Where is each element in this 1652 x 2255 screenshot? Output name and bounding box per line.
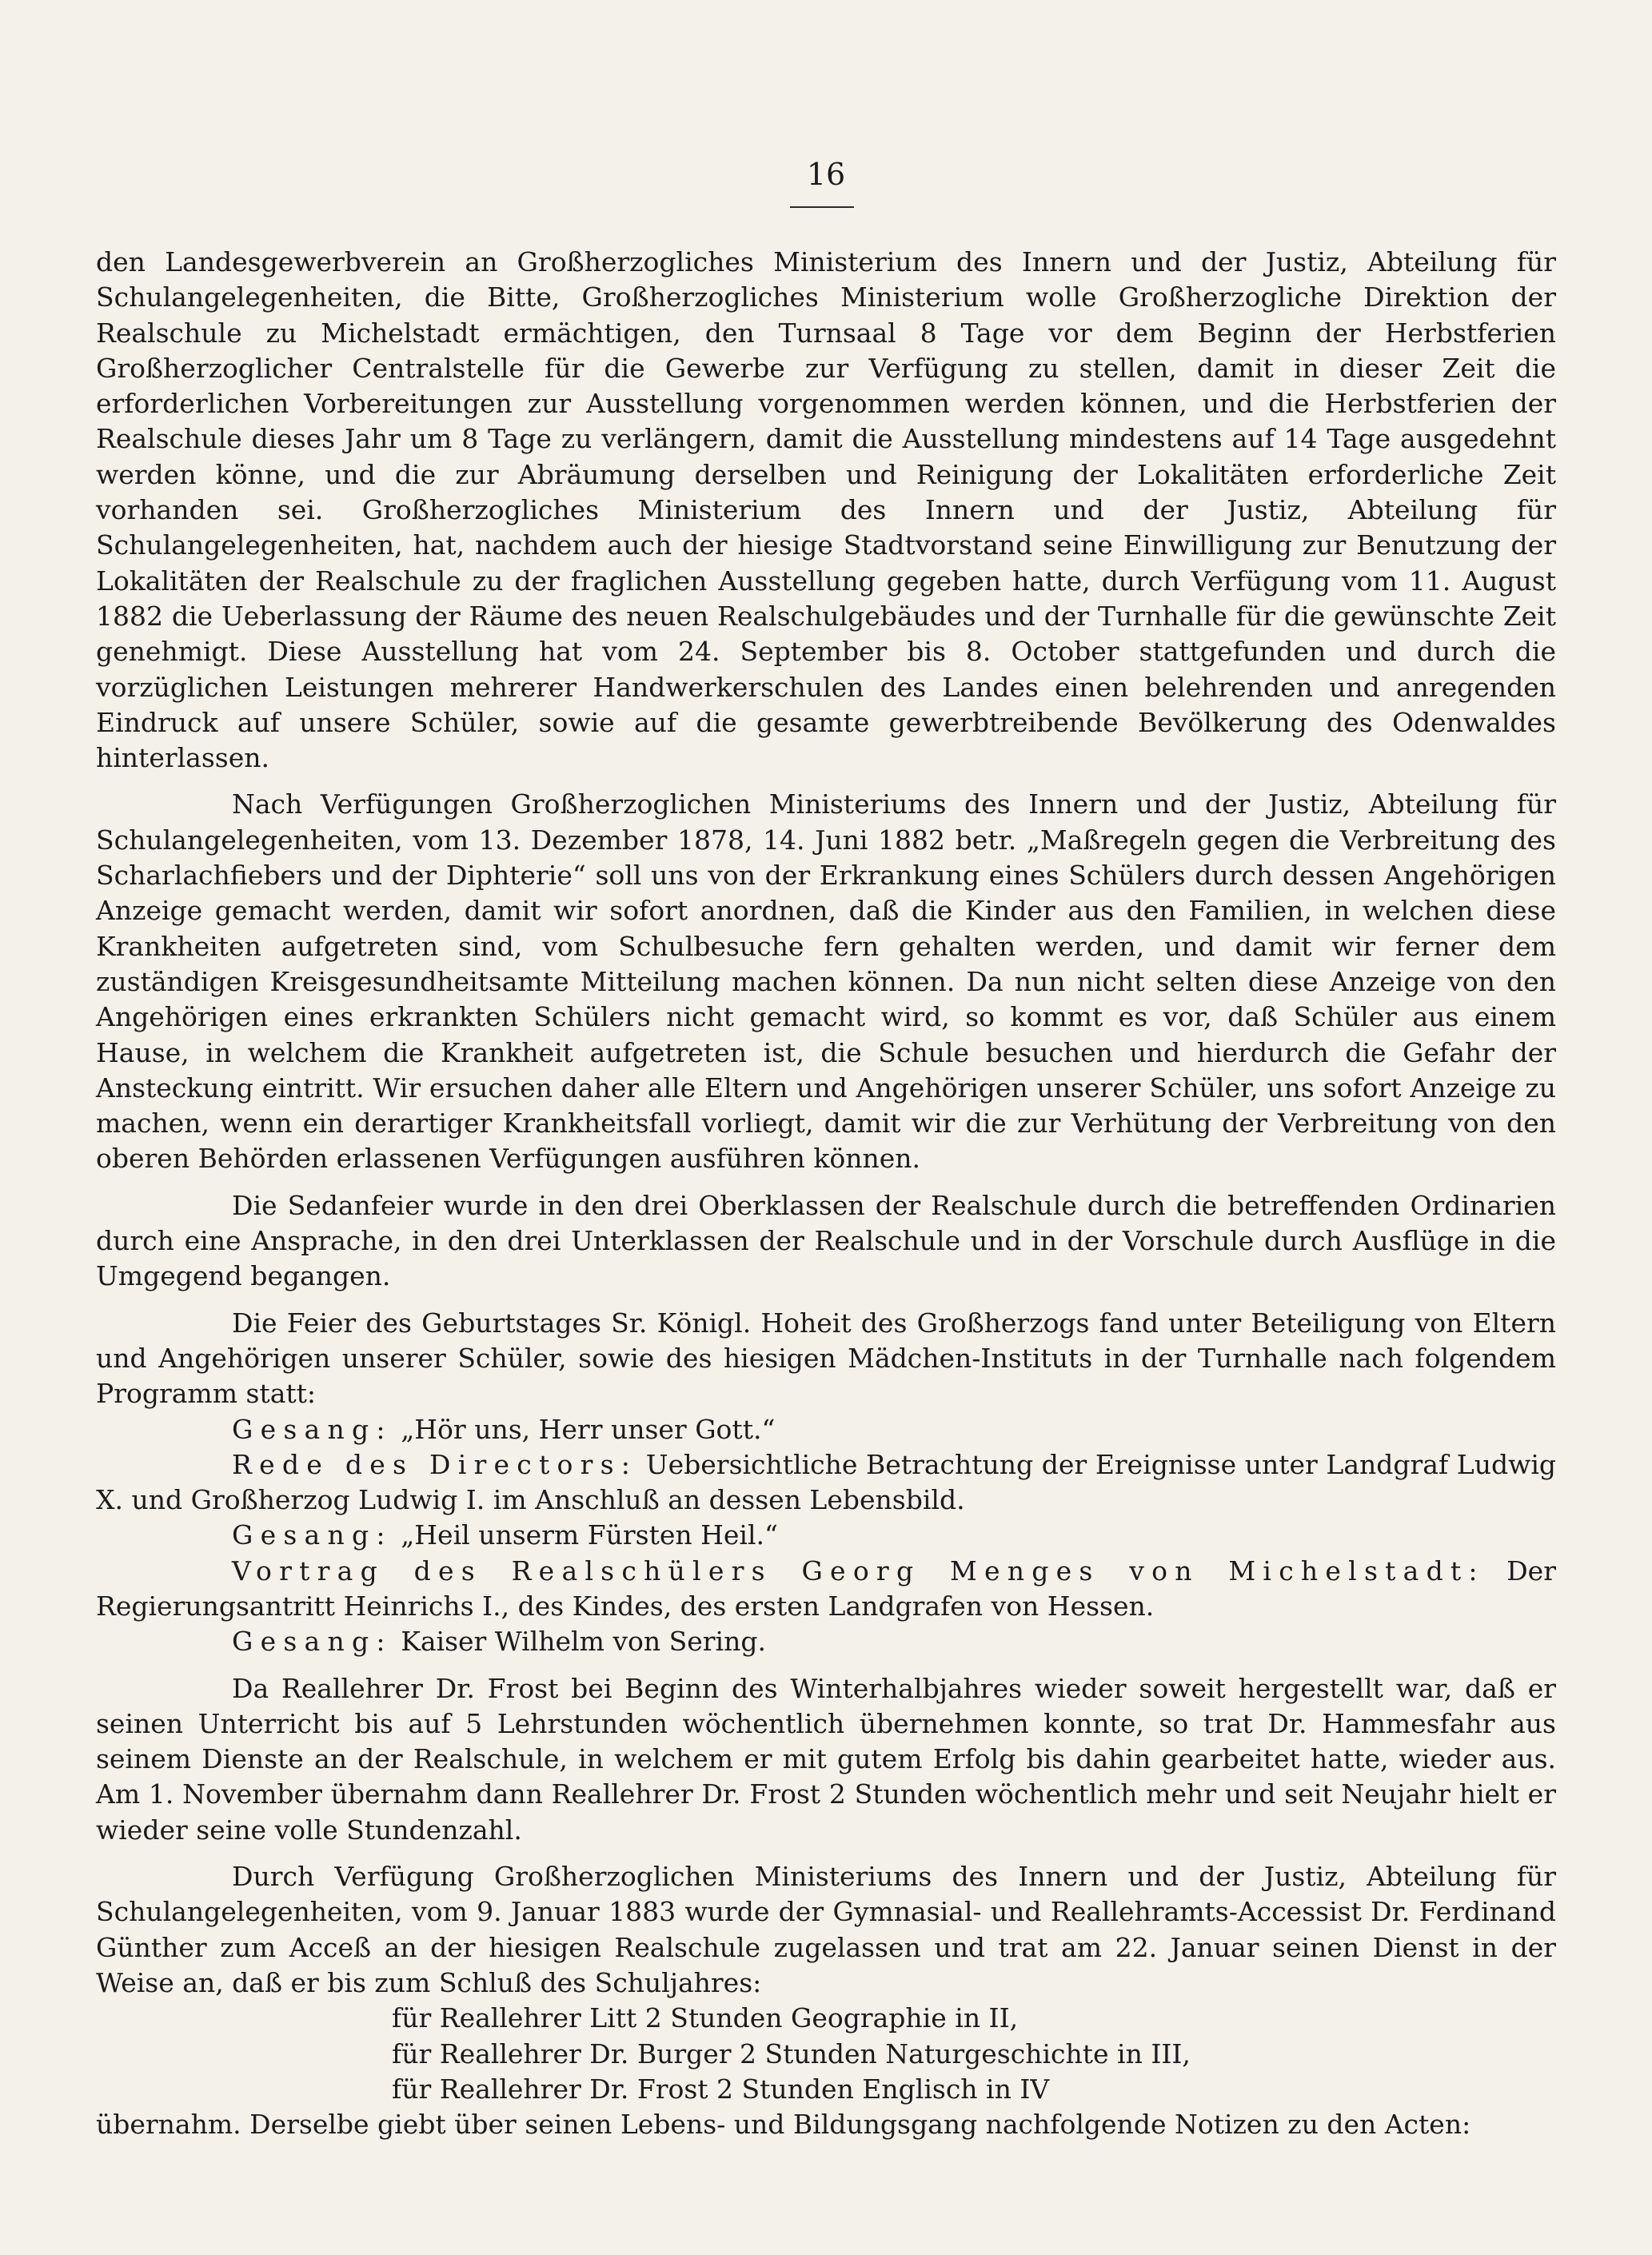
paragraph-dr-frost: Da Reallehrer Dr. Frost bei Beginn des Winterhalbjahres wieder soweit hergestellt war, daß er seinen Unterricht bis auf 5 Lehrstunden wöchentlich übernehmen konnte, so trat Dr. Hammesfahr aus seinem Dienste an der Realschule, in welchem er mit gutem Erfolg bis dahin gearbeitet hatte, wieder aus. Am 1. November übernahm dann Reallehrer Dr. Frost 2 Stunden wöchentlich mehr und seit Neujahr hielt er wieder seine volle Stundenzahl. xyxy=(96,1672,1556,1846)
program-item-label: Gesang: xyxy=(232,1413,393,1445)
program-item xyxy=(96,1447,1556,1519)
program-item xyxy=(96,1624,1556,1659)
program-item-label: Gesang: xyxy=(232,1626,393,1658)
paragraph-sedan-celebration: Die Sedanfeier wurde in den drei Oberklassen der Realschule durch die betreffenden Ordinarien durch eine Ansprache, in den drei Unterklassen der Realschule und in der Vorschule durch Ausflüge in die Umgegend begangen. xyxy=(96,1189,1556,1292)
page-number: 16 xyxy=(806,157,846,192)
assignment-item: für Reallehrer Dr. Frost 2 Stunden Englisch in IV xyxy=(392,2073,1050,2105)
program-item-label: Gesang: xyxy=(232,1519,393,1551)
program-item-text: Uebersichtliche Betrachtung der Ereignisse unter Landgraf Ludwig X. und Großherzog Ludwig I. im Anschluß an dessen Lebensbild. xyxy=(96,1448,1556,1516)
program-item xyxy=(96,1412,1556,1447)
assignment-item: für Reallehrer Litt 2 Stunden Geographie in II, xyxy=(392,2002,1019,2034)
paragraph-birthday-celebration: Die Feier des Geburtstages Sr. Königl. Hoheit des Großherzogs fand unter Beteiligung von Eltern und Angehörigen unserer Schüler, sowie des hiesigen Mädchen-Instituts in der Turnhalle nach folgendem Programm statt: xyxy=(96,1307,1556,1410)
program-item xyxy=(96,1518,1556,1553)
page-number-rule xyxy=(790,206,854,208)
paragraph-scarlet-fever: Nach Verfügungen Großherzoglichen Ministeriums des Innern und der Justiz, Abteilung für Schulangelegenheiten, vom 13. Dezember 1878, 14. Juni 1882 betr. „Maßregeln gegen die Verbreitung des Scharlachfiebers und der Diphterie“ soll uns von der Erkrankung eines Schülers durch dessen Angehörigen Anzeige gemacht werden, damit wir sofort anordnen, daß die Kinder aus den Familien, in welchen diese Krankheiten aufgetreten sind, vom Schulbesuche fern gehalten werden, und damit wir ferner dem zuständigen Kreisgesundheitsamte Mitteilung machen können. Da nun nicht selten diese Anzeige von den Angehörigen eines erkrankten Schülers nicht gemacht wird, so kommt es vor, daß Schüler aus einem Hause, in welchem die Krankheit aufgetreten ist, die Schule besuchen und hierdurch die Gefahr der Ansteckung eintritt. Wir ersuchen daher alle Eltern und Angehörigen unserer Schüler, uns sofort Anzeige zu machen, wenn ein derartiger Krankheitsfall vorliegt, damit wir die zur Verhütung der Verbreitung von den oberen Behörden erlassenen Verfügungen ausführen können. xyxy=(96,788,1556,1175)
program-item-text: „Hör uns, Herr unser Gott.“ xyxy=(401,1413,776,1445)
program-item-label: Rede des Directors: xyxy=(232,1448,638,1480)
program-item-text: „Heil unserm Fürsten Heil.“ xyxy=(401,1519,778,1551)
paragraph-dr-guenther: Durch Verfügung Großherzoglichen Ministeriums des Innern und der Justiz, Abteilung für Schulangelegenheiten, vom 9. Januar 1883 wurde der Gymnasial- und Reallehramts-Accessist Dr. Ferdinand Günther zum Acceß an der hiesigen Realschule zugelassen und trat am 22. Januar seinen Dienst in der Weise an, daß er bis zum Schluß des Schuljahres: xyxy=(96,1861,1556,1998)
program-item xyxy=(96,1554,1556,1625)
program-item-label: Vortrag des Realschülers Georg Menges von Michelstadt: xyxy=(232,1555,1485,1586)
paragraph-exhibition: den Landesgewerbverein an Großherzogliches Ministerium des Innern und der Justiz, Abteilung für Schulangelegenheiten, die Bitte, Großherzogliches Ministerium wolle Großherzogliche Direktion der Realschule zu Michelstadt ermächtigen, den Turnsaal 8 Tage vor dem Beginn der Herbstferien Großherzoglicher Centralstelle für die Gewerbe zur Verfügung zu stellen, damit in dieser Zeit die erforderlichen Vorbereitungen zur Ausstellung vorgenommen werden können, und die Herbstferien der Realschule dieses Jahr um 8 Tage zu verlängern, damit die Ausstellung mindestens auf 14 Tage ausgedehnt werden könne, und die zur Abräumung derselben und Reinigung der Lokalitäten erforderliche Zeit vorhanden sei. Großherzogliches Ministerium des Innern und der Justiz, Abteilung für Schulangelegenheiten, hat, nachdem auch der hiesige Stadtvorstand seine Einwilligung zur Benutzung der Lokalitäten der Realschule zu der fraglichen Ausstellung gegeben hatte, durch Verfügung vom 11. August 1882 die Ueberlassung der Räume des neuen Realschulgebäudes und der Turnhalle für die gewünschte Zeit genehmigt. Diese Ausstellung hat vom 24. September bis 8. October stattgefunden und durch die vorzüglichen Leistungen mehrerer Handwerkerschulen des Landes einen belehrenden und anregenden Eindruck auf unsere Schüler, sowie auf die gesamte gewerbtreibende Bevölkerung des Odenwaldes hinterlassen. xyxy=(96,246,1556,774)
assignment-list xyxy=(96,2001,1556,2107)
program-list xyxy=(96,1412,1556,1660)
assignment-item: für Reallehrer Dr. Burger 2 Stunden Naturgeschichte in III, xyxy=(392,2037,1191,2069)
document-body xyxy=(96,245,1556,2142)
program-item-text: Der Regierungsantritt Heinrichs I., des Kindes, des ersten Landgrafen von Hessen. xyxy=(96,1555,1556,1622)
program-item-text: Kaiser Wilhelm von Sering. xyxy=(401,1626,766,1658)
closing-line: übernahm. Derselbe giebt über seinen Lebens- und Bildungsgang nachfolgende Notizen zu den Acten: xyxy=(96,2109,1471,2141)
